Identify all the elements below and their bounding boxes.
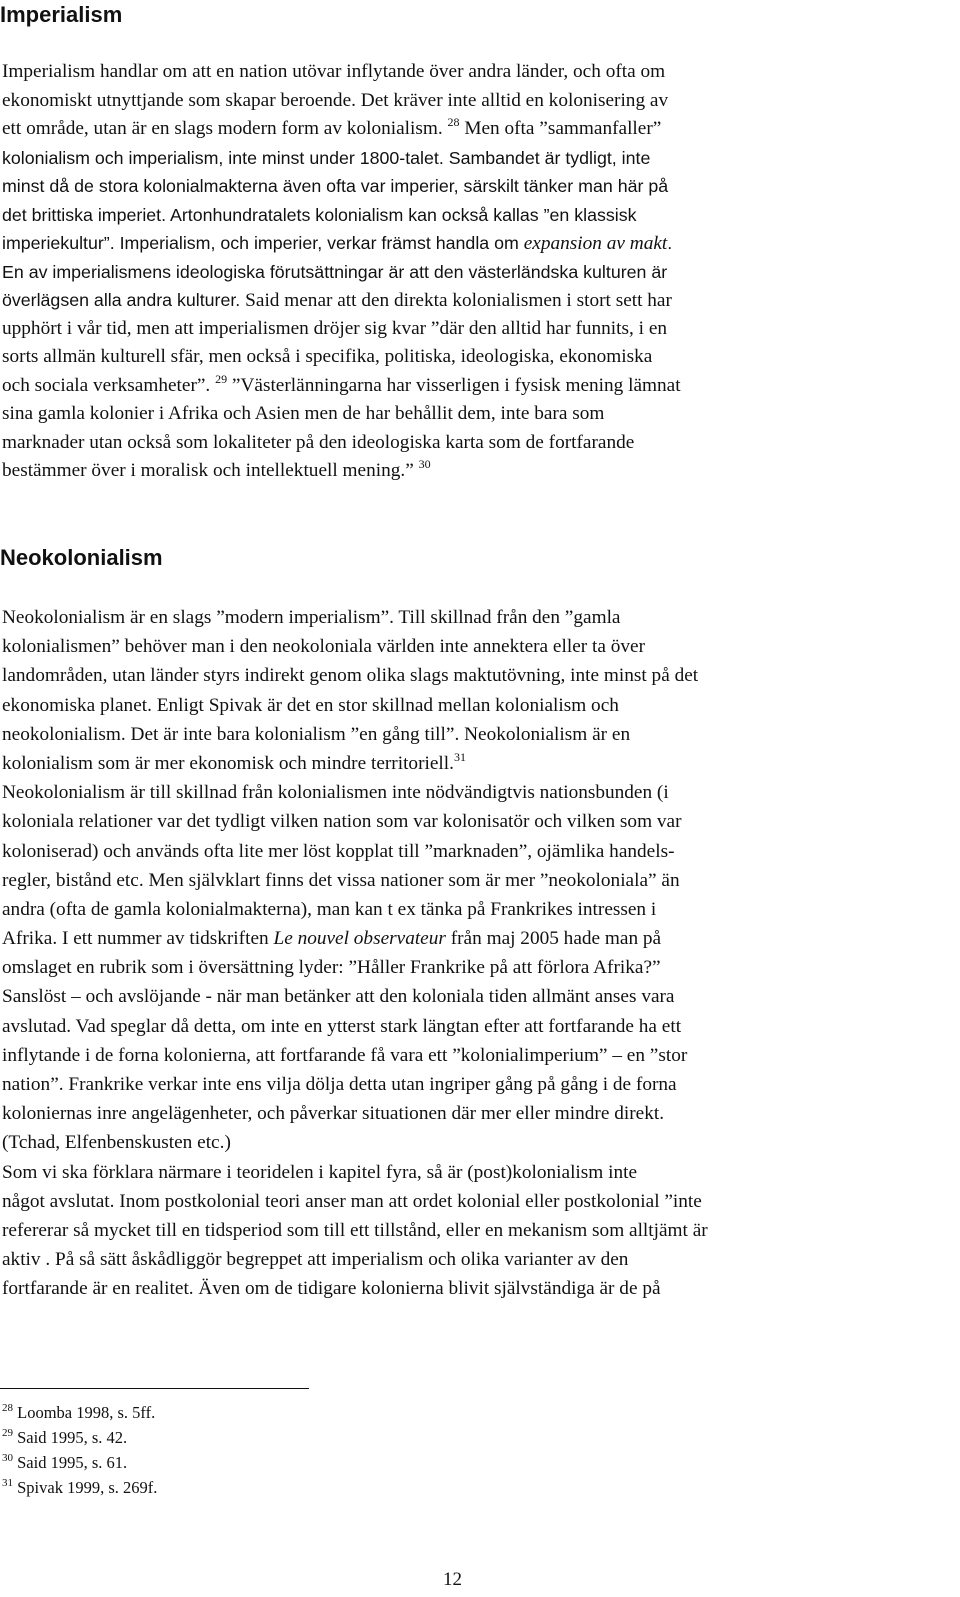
italic-text: expansion av makt — [523, 233, 668, 254]
text-line — [2, 315, 952, 344]
text-run: marknader utan också som lokaliteter på den ideologiska karta som de fortfarande — [2, 431, 635, 453]
text-run: koloniserad) och används ofta lite mer löst kopplat till ”marknaden”, ojämlika handels- — [2, 840, 675, 862]
text-line — [2, 953, 952, 982]
footnote-text: Said 1995, s. 61. — [13, 1453, 128, 1472]
footnote-text: Said 1995, s. 42. — [13, 1428, 128, 1447]
text-run: Said menar att den direkta kolonialismen i stort sett har — [245, 290, 672, 311]
footnote-separator — [0, 1388, 309, 1389]
footnote-number: 29 — [2, 1427, 13, 1439]
text-run: sorts allmän kulturell sfär, men också i specifika, politiska, ideologiska, ekonomiska — [2, 346, 653, 367]
text-run: överlägsen alla andra kulturer. — [2, 290, 246, 310]
text-run: bestämmer över i moralisk och intellektuell mening.” — [2, 460, 419, 481]
paragraph-imperialism — [2, 58, 952, 486]
text-line — [2, 172, 952, 201]
text-run: landområden, utan länder styrs indirekt genom olika slags maktutövning, inte minst på det — [2, 665, 699, 687]
text-line — [2, 1158, 952, 1187]
text-run: (Tchad, Elfenbenskusten etc.) — [2, 1132, 231, 1154]
footnote-number: 31 — [2, 1477, 13, 1489]
text-run: nation”. Frankrike verkar inte ens vilja dölja detta utan ingriper gång på gång i de forna — [2, 1074, 677, 1095]
text-run: omslaget en rubrik som i översättning lyder: ”Håller Frankrike på att förlora Afrika?” — [2, 957, 661, 979]
text-run: avslutad. Vad speglar då detta, om inte en ytterst stark längtan efter att fortfarande ha ett — [2, 1015, 682, 1037]
text-run: och sociala verksamheter”. — [2, 374, 216, 396]
text-line — [2, 286, 952, 315]
section-heading-imperialism: Imperialism — [0, 2, 123, 27]
text-run: koloniala relationer var det tydligt vilken nation som var kolonisatör och vilken som var — [2, 811, 682, 833]
text-line — [2, 457, 952, 486]
text-run: Afrika. I ett nummer av tidskriften — [2, 928, 274, 950]
footnote-reference: 30 — [418, 457, 431, 471]
text-run: kolonialismen” behöver man i den neokoloniala världen inte annektera eller ta över — [2, 636, 645, 658]
text-line — [2, 661, 952, 690]
text-line — [2, 924, 952, 953]
text-run: regler, bistånd etc. Men självklart finns det vissa nationer som är mer ”neokoloniala” än — [2, 869, 680, 891]
footnote — [2, 1400, 157, 1425]
text-run: Som vi ska förklara närmare i teoridelen i kapitel fyra, så är (post)kolonialism inte — [2, 1161, 638, 1183]
paragraph-neokolonialism — [2, 603, 952, 1304]
text-run: Men ofta ”sammanfaller” — [459, 118, 662, 139]
text-line — [2, 87, 952, 116]
footnote-text: Spivak 1999, s. 269f. — [13, 1478, 158, 1497]
text-run: ”Västerlänningarna har visserligen i fysisk mening lämnat — [227, 374, 681, 396]
text-run: imperiekultur”. Imperialism, och imperier, verkar främst handla om — [2, 233, 524, 253]
footnote — [2, 1450, 157, 1475]
text-line — [2, 1041, 952, 1070]
section-heading-neokolonialism: Neokolonialism — [0, 545, 163, 570]
footnote — [2, 1475, 157, 1500]
italic-text: Le nouvel observateur — [273, 928, 446, 950]
text-line — [2, 1099, 952, 1128]
text-line — [2, 400, 952, 429]
text-run: Sanslöst – och avslöjande - när man betänker att den koloniala tiden allmänt anses vara — [2, 986, 675, 1008]
footnote-number: 30 — [2, 1452, 13, 1464]
text-run: kolonialism och imperialism, inte minst under 1800-talet. — [2, 147, 449, 168]
text-line — [2, 115, 952, 144]
page-number: 12 — [443, 1569, 462, 1590]
text-line — [2, 1245, 952, 1274]
text-run: från maj 2005 hade man på — [445, 928, 662, 950]
text-run: aktiv . På så sätt åskådliggör begreppet att imperialism och olika varianter av den — [2, 1249, 629, 1271]
text-run: kolonialism som är mer ekonomisk och mindre territoriell. — [2, 752, 454, 774]
footnote-reference: 28 — [447, 115, 460, 129]
text-run: Imperialism handlar om att en nation utövar inflytande över andra länder, och ofta om — [2, 61, 666, 82]
text-run: sina gamla kolonier i Afrika och Asien men de har behållit dem, inte bara som — [2, 403, 605, 424]
text-run: inflytande i de forna kolonierna, att fortfarande få vara ett ”kolonialimperium” – en ”stor — [2, 1044, 688, 1066]
text-line — [2, 1012, 952, 1041]
text-run: refererar så mycket till en tidsperiod som till ett tillstånd, eller en mekanism som alltjämt är — [2, 1219, 708, 1241]
text-line — [2, 691, 952, 720]
footnote-reference: 31 — [453, 749, 466, 764]
text-run: neokolonialism. Det är inte bara kolonialism ”en gång till”. Neokolonialism är en — [2, 723, 631, 745]
text-run: minst då de stora kolonialmakterna även ofta var imperier, särskilt tänker man här på — [2, 176, 669, 196]
text-line — [2, 720, 952, 749]
text-line — [2, 229, 952, 258]
text-run: ekonomiska planet. Enligt Spivak är det en stor skillnad mellan kolonialism och — [2, 694, 619, 716]
text-run: ett område, utan är en slags modern form av kolonialism. — [2, 118, 448, 139]
text-line — [2, 429, 952, 458]
text-line — [2, 144, 952, 173]
text-line — [2, 866, 952, 895]
text-line — [2, 1070, 952, 1099]
text-line — [2, 632, 952, 661]
text-run: Neokolonialism är till skillnad från kolonialismen inte nödvändigtvis nationsbunden (i — [2, 782, 669, 804]
text-line — [2, 1216, 952, 1245]
text-line — [2, 778, 952, 807]
text-line — [2, 982, 952, 1011]
text-run: ekonomiskt utnyttjande som skapar beroende. Det kräver inte alltid en kolonisering av — [2, 89, 669, 111]
text-run: något avslutat. Inom postkolonial teori anser man att ordet kolonial eller postkolonial ”inte — [2, 1190, 702, 1212]
text-line — [2, 58, 952, 87]
text-line — [2, 1187, 952, 1216]
footnote — [2, 1425, 157, 1450]
text-line — [2, 1274, 952, 1303]
text-line — [2, 201, 952, 230]
footnote-text: Loomba 1998, s. 5ff. — [13, 1403, 156, 1422]
text-line — [2, 1128, 952, 1157]
text-line — [2, 837, 952, 866]
footnotes — [2, 1400, 157, 1500]
text-run: Sambandet är tydligt, inte — [448, 147, 651, 168]
text-line — [2, 749, 952, 778]
text-run: det brittiska imperiet. Artonhundratalets kolonialism kan också kallas ”en klassisk — [2, 204, 637, 225]
text-run: andra (ofta de gamla kolonialmakterna), man kan t ex tänka på Frankrikes intressen i — [2, 898, 657, 920]
text-run: . — [667, 233, 673, 253]
footnote-number: 28 — [2, 1402, 13, 1414]
text-line — [2, 807, 952, 836]
text-line — [2, 372, 952, 401]
text-run: upphört i vår tid, men att imperialismen dröjer sig kvar ”där den alltid har funnits, i en — [2, 317, 668, 339]
text-run: fortfarande är en realitet. Även om de tidigare kolonierna blivit självständiga är de på — [2, 1278, 661, 1300]
text-line — [2, 258, 952, 287]
text-run: koloniernas inre angelägenheter, och påverkar situationen där mer eller mindre direkt. — [2, 1103, 665, 1125]
footnote-reference: 29 — [215, 371, 228, 386]
text-run: Neokolonialism är en slags ”modern imperialism”. Till skillnad från den ”gamla — [2, 607, 621, 628]
text-run: En av imperialismens ideologiska förutsättningar är att den västerländska kulturen är — [2, 261, 668, 282]
text-line — [2, 895, 952, 924]
text-line — [2, 603, 952, 632]
text-line — [2, 343, 952, 372]
